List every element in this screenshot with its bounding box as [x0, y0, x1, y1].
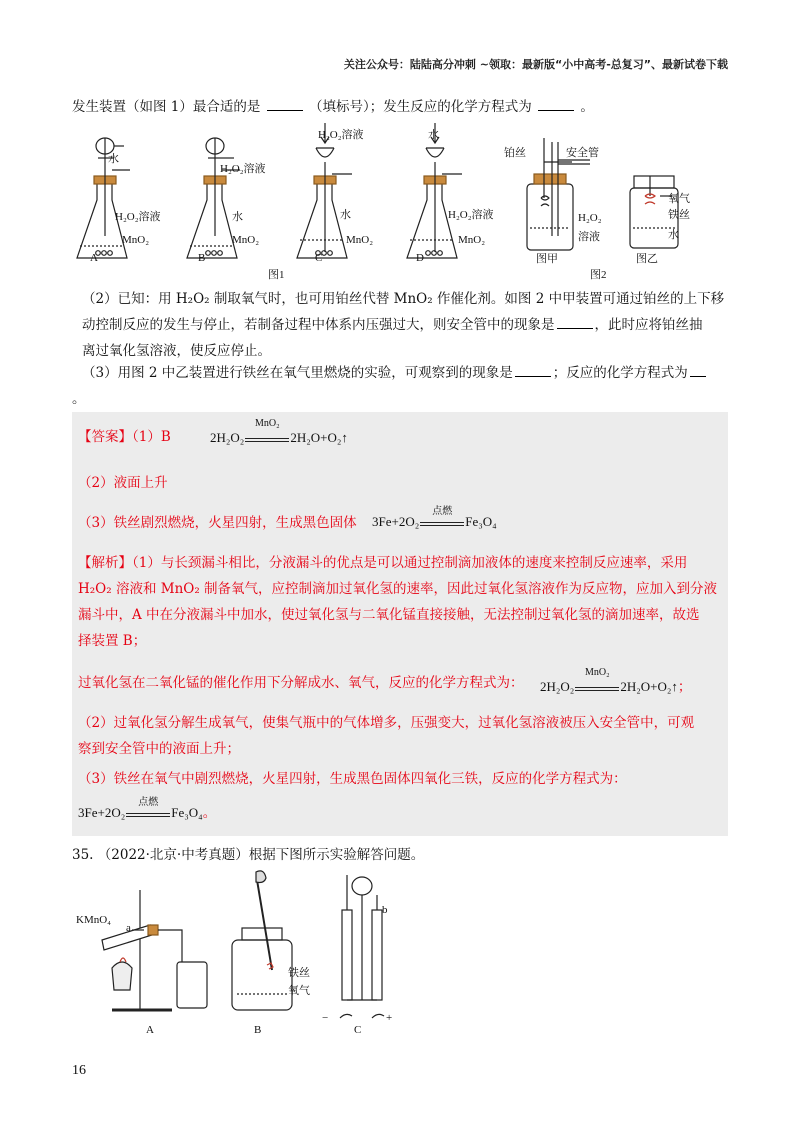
analysis-l9-end: 。	[202, 805, 217, 820]
label-d-mno2: MnO₂	[458, 234, 486, 246]
eq-cond-text: 点燃	[432, 506, 453, 517]
label-pt-wire: 铂丝	[504, 147, 526, 159]
label-c-top: H₂O₂溶液	[318, 129, 364, 141]
label-a-mno2: MnO₂	[122, 234, 150, 246]
label-b-mno2: MnO₂	[232, 234, 260, 246]
label-c-mno2: MnO₂	[346, 234, 374, 246]
eq-right: 2H₂O+O₂↑	[620, 679, 678, 694]
label-jia-solution: 溶液	[578, 231, 600, 243]
figure-1-caption: 图1	[268, 269, 285, 281]
eq-left: 3Fe+2O₂	[78, 805, 126, 820]
label-a-water: 水	[108, 153, 119, 165]
label-yi-water: 水	[668, 229, 679, 241]
intro-text-2: （填标号）；发生反应的化学方程式为	[308, 99, 532, 115]
label-b-letter: B	[198, 252, 206, 264]
answer-tag: 【答案】	[78, 429, 132, 445]
q3-line-2: 。	[72, 391, 86, 407]
analysis-line-4: 择装置 B；	[78, 633, 147, 649]
eq-condition	[126, 797, 170, 817]
apparatus-35-b	[232, 871, 292, 1010]
label-35-plus: +	[386, 1012, 393, 1024]
figure-1-2-apparatus	[72, 118, 732, 288]
apparatus-c	[297, 123, 352, 258]
q3-line-1	[82, 360, 728, 386]
question-intro	[72, 94, 594, 120]
question-3	[72, 360, 728, 412]
label-safety-tube: 安全管	[566, 147, 599, 159]
label-c-letter: C	[315, 252, 323, 264]
analysis-line-5	[78, 670, 524, 696]
answer-3: （3）铁丝剧烈燃烧，火星四射，生成黑色固体	[78, 515, 357, 531]
page-header: 关注公众号：陆陆高分冲刺 ~领取：最新版“小中高考-总复习”、最新试卷下载	[343, 58, 728, 71]
label-a-small: a	[126, 922, 131, 934]
label-d-h2o2: H₂O₂溶液	[448, 209, 494, 221]
answer-1: （1）B	[132, 429, 171, 445]
analysis-l1: （1）与长颈漏斗相比，分液漏斗的优点是可以通过控制滴加液体的速度来控制反应速率，采用	[132, 555, 688, 571]
intro-text-3: 。	[580, 99, 594, 115]
eq-right: 2H₂O+O₂↑	[290, 430, 348, 445]
eq-left: 2H₂O₂	[540, 679, 575, 694]
analysis-line-7: 察到安全管中的液面上升；	[78, 741, 240, 757]
eq-right: Fe₃O₄	[171, 805, 203, 820]
page-number: 16	[72, 1063, 86, 1078]
answer-equation-2	[372, 506, 497, 530]
answer-blank	[515, 364, 551, 377]
answer-equation-1	[210, 418, 348, 446]
answer-blank	[690, 364, 706, 377]
label-b-water: 水	[232, 211, 243, 223]
question-35: 35. （2022·北京·中考真题）根据下图所示实验解答问题。	[72, 847, 425, 863]
analysis-equation-2	[78, 797, 217, 826]
q3-line-1-text: （3）用图 2 中乙装置进行铁丝在氧气里燃烧的实验，可观察到的现象是	[82, 365, 513, 381]
label-d-letter: D	[416, 252, 424, 264]
figure-35-apparatus	[72, 870, 432, 1035]
label-35-b: B	[254, 1024, 262, 1036]
q2-line-3: 离过氧化氢溶液，使反应停止。	[82, 343, 271, 359]
label-35-iron-wire: 铁丝	[288, 967, 310, 979]
analysis-tag: 【解析】	[78, 555, 132, 571]
label-b-h2o2: H₂O₂溶液	[220, 163, 266, 175]
eq-left: 2H₂O₂	[210, 430, 245, 445]
eq-cond-text: 点燃	[138, 797, 159, 808]
analysis-block	[78, 550, 724, 654]
figure-2-caption: 图2	[590, 269, 607, 281]
eq-cond-text: MnO₂	[585, 667, 610, 678]
question-2	[82, 286, 728, 364]
analysis-line-1	[78, 550, 724, 576]
label-kmno4: KMnO₄	[76, 914, 112, 926]
eq-cond-text: MnO₂	[255, 418, 280, 429]
label-35-minus: −	[322, 1012, 329, 1024]
apparatus-35-a	[102, 890, 207, 1010]
q3-line-1-text-b: ；反应的化学方程式为	[552, 365, 688, 381]
intro-text-1: 发生装置（如图 1）最合适的是	[72, 99, 261, 115]
q2-line-2-text-b: ，此时应将铂丝抽	[594, 317, 703, 333]
answer-blank	[538, 98, 574, 111]
eq-condition	[420, 506, 464, 526]
analysis-line-8: （3）铁丝在氧气中剧烈燃烧，火星四射，生成黑色固体四氧化三铁，反应的化学方程式为：	[78, 771, 627, 787]
eq-condition	[575, 667, 619, 691]
q2-line-2-text: 动控制反应的发生与停止，若制备过程中体系内压强过大，则安全管中的现象是	[82, 317, 555, 333]
label-jia-h2o2: H₂O₂	[578, 212, 602, 224]
analysis-line-2: H₂O₂ 溶液和 MnO₂ 制备氧气，应控制滴加过氧化氢的速率，因此过氧化氢溶液作为反应物，应加入到分液	[78, 581, 718, 597]
apparatus-d	[407, 123, 462, 258]
analysis-l5: 过氧化氢在二氧化锰的催化作用下分解成水、氧气，反应的化学方程式为：	[78, 675, 524, 691]
apparatus-35-c	[340, 875, 384, 1018]
analysis-equation-1	[540, 667, 692, 700]
label-35-a: A	[146, 1024, 154, 1036]
eq-left: 3Fe+2O₂	[372, 514, 420, 529]
analysis-line-3: 漏斗中，A 中在分液漏斗中加水，使过氧化氢与二氧化锰直接接触，无法控制过氧化氢的滴加速率，故选	[78, 607, 700, 623]
answer-blank	[557, 316, 593, 329]
label-d-top: 水	[428, 129, 439, 141]
label-jia-caption: 图甲	[536, 253, 558, 265]
label-yi-oxygen: 氧气	[668, 193, 690, 205]
label-c-water: 水	[340, 209, 351, 221]
analysis-l5-end: ；	[677, 679, 692, 694]
label-yi-caption: 图乙	[636, 253, 658, 265]
eq-condition	[245, 418, 289, 442]
analysis-line-6: （2）过氧化氢分解生成氧气，使集气瓶中的气体增多，压强变大，过氧化氢溶液被压入安全管中，可观	[78, 715, 695, 731]
q2-line-2	[82, 312, 728, 338]
label-a-letter: A	[90, 252, 98, 264]
q2-line-1: （2）已知：用 H₂O₂ 制取氧气时，也可用铂丝代替 MnO₂ 作催化剂。如图 2 中甲装置可通过铂丝的上下移	[82, 291, 725, 307]
answer-line-1	[78, 424, 171, 450]
answer-2: （2）液面上升	[78, 475, 168, 491]
label-yi-iron-wire: 铁丝	[668, 209, 690, 221]
answer-blank	[267, 98, 303, 111]
label-35-b-small: b	[382, 904, 388, 916]
label-35-c: C	[354, 1024, 362, 1036]
label-a-h2o2: H₂O₂溶液	[115, 211, 161, 223]
analysis-block-2	[78, 710, 724, 792]
eq-right: Fe₃O₄	[465, 514, 497, 529]
label-35-oxygen: 氧气	[288, 985, 310, 997]
